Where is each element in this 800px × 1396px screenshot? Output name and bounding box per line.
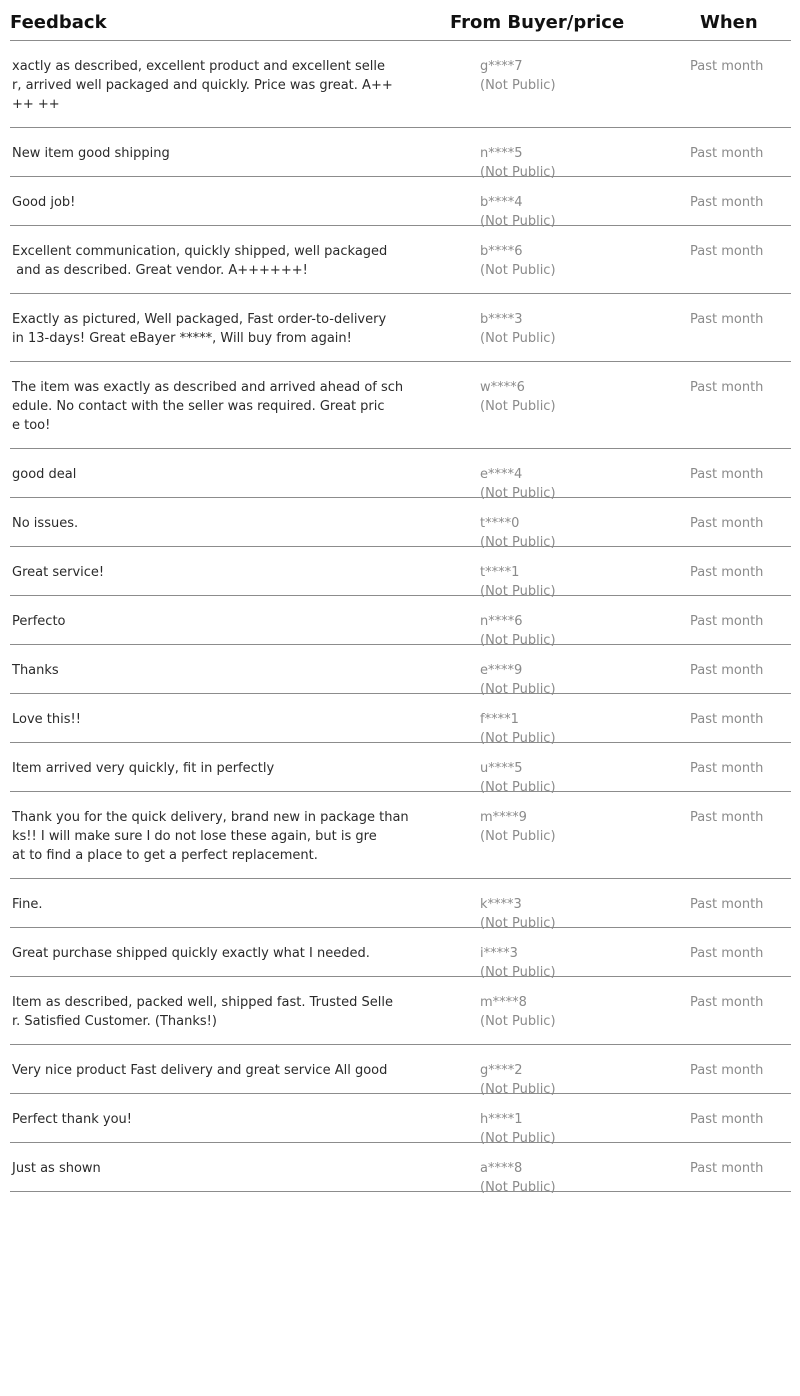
feedback-row bbox=[10, 596, 791, 648]
feedback-row bbox=[10, 928, 791, 980]
feedback-row bbox=[10, 1045, 791, 1097]
feedback-comment: Exactly as pictured, Well packaged, Fast order-to-delivery in 13-days! Great eBayer *****, Will buy from again! bbox=[12, 312, 387, 346]
price-not-public: (Not Public) bbox=[480, 1014, 556, 1029]
feedback-row bbox=[10, 645, 791, 697]
feedback-comment: The item was exactly as described and arrived ahead of sch edule. No contact with the seller was required. Great pric e too! bbox=[12, 380, 404, 433]
feedback-comment: New item good shipping bbox=[12, 146, 170, 161]
buyer-id: i****3 bbox=[480, 946, 518, 961]
price-not-public: (Not Public) bbox=[480, 1180, 556, 1195]
buyer-id: g****2 bbox=[480, 1063, 523, 1078]
feedback-row bbox=[10, 294, 791, 362]
feedback-comment: Perfecto bbox=[12, 614, 66, 629]
feedback-comment: Thanks bbox=[12, 663, 59, 678]
feedback-row bbox=[10, 547, 791, 599]
feedback-comment: Fine. bbox=[12, 897, 43, 912]
price-not-public: (Not Public) bbox=[480, 214, 556, 229]
feedback-when: Past month bbox=[690, 516, 764, 531]
feedback-when: Past month bbox=[690, 244, 764, 259]
feedback-when: Past month bbox=[690, 1161, 764, 1176]
buyer-id: m****8 bbox=[480, 995, 527, 1010]
price-not-public: (Not Public) bbox=[480, 535, 556, 550]
feedback-comment: Excellent communication, quickly shipped, well packaged and as described. Great vendor. A++++++! bbox=[12, 244, 388, 278]
feedback-comment: Love this!! bbox=[12, 712, 81, 727]
feedback-row bbox=[10, 226, 791, 294]
buyer-id: f****1 bbox=[480, 712, 519, 727]
price-not-public: (Not Public) bbox=[480, 731, 556, 746]
feedback-when: Past month bbox=[690, 195, 764, 210]
feedback-when: Past month bbox=[690, 614, 764, 629]
feedback-row bbox=[10, 1143, 791, 1195]
buyer-id: e****4 bbox=[480, 467, 523, 482]
buyer-id: t****0 bbox=[480, 516, 520, 531]
buyer-id: e****9 bbox=[480, 663, 523, 678]
feedback-comment: good deal bbox=[12, 467, 77, 482]
feedback-row bbox=[10, 177, 791, 229]
feedback-when: Past month bbox=[690, 1112, 764, 1127]
feedback-comment: Item as described, packed well, shipped fast. Trusted Selle r. Satisfied Customer. (Thanks!) bbox=[12, 995, 393, 1029]
buyer-id: k****3 bbox=[480, 897, 522, 912]
feedback-row bbox=[10, 879, 791, 931]
feedback-when: Past month bbox=[690, 467, 764, 482]
price-not-public: (Not Public) bbox=[480, 965, 556, 980]
feedback-when: Past month bbox=[690, 146, 764, 161]
feedback-comment: Great service! bbox=[12, 565, 105, 580]
price-not-public: (Not Public) bbox=[480, 1082, 556, 1097]
feedback-when: Past month bbox=[690, 380, 764, 395]
table-header bbox=[10, 0, 791, 41]
buyer-id: b****3 bbox=[480, 312, 523, 327]
price-not-public: (Not Public) bbox=[480, 633, 556, 648]
price-not-public: (Not Public) bbox=[480, 263, 556, 278]
feedback-row bbox=[10, 41, 791, 128]
buyer-id: a****8 bbox=[480, 1161, 523, 1176]
buyer-id: n****5 bbox=[480, 146, 523, 161]
feedback-when: Past month bbox=[690, 810, 764, 825]
feedback-comment: Great purchase shipped quickly exactly what I needed. bbox=[12, 946, 370, 961]
price-not-public: (Not Public) bbox=[480, 829, 556, 844]
header-when: When bbox=[700, 12, 758, 33]
buyer-cell bbox=[480, 57, 556, 95]
feedback-comment: Just as shown bbox=[12, 1161, 101, 1176]
buyer-id: b****6 bbox=[480, 244, 523, 259]
buyer-cell bbox=[480, 310, 556, 348]
buyer-id: h****1 bbox=[480, 1112, 523, 1127]
buyer-id: m****9 bbox=[480, 810, 527, 825]
feedback-row bbox=[10, 977, 791, 1045]
buyer-cell bbox=[480, 993, 556, 1031]
header-feedback: Feedback bbox=[10, 12, 107, 33]
feedback-comment: xactly as described, excellent product and excellent selle r, arrived well packaged and quickly. Price was great. A++ ++ ++ bbox=[12, 59, 393, 112]
feedback-comment: Good job! bbox=[12, 195, 76, 210]
feedback-when: Past month bbox=[690, 312, 764, 327]
feedback-row bbox=[10, 449, 791, 501]
buyer-id: g****7 bbox=[480, 59, 523, 74]
buyer-id: n****6 bbox=[480, 614, 523, 629]
feedback-comment: Perfect thank you! bbox=[12, 1112, 132, 1127]
feedback-comment: Very nice product Fast delivery and great service All good bbox=[12, 1063, 388, 1078]
buyer-cell bbox=[480, 808, 556, 846]
buyer-id: u****5 bbox=[480, 761, 523, 776]
feedback-row bbox=[10, 498, 791, 550]
feedback-comment: No issues. bbox=[12, 516, 79, 531]
feedback-comment: Item arrived very quickly, fit in perfectly bbox=[12, 761, 275, 776]
feedback-when: Past month bbox=[690, 897, 764, 912]
price-not-public: (Not Public) bbox=[480, 780, 556, 795]
feedback-row bbox=[10, 792, 791, 879]
feedback-row bbox=[10, 128, 791, 180]
buyer-cell bbox=[480, 1159, 556, 1197]
feedback-row bbox=[10, 362, 791, 449]
feedback-when: Past month bbox=[690, 1063, 764, 1078]
buyer-id: b****4 bbox=[480, 195, 523, 210]
feedback-comment: Thank you for the quick delivery, brand new in package than ks!! I will make sure I do not lose these again, but is gre at to find a place to get a perfect replacement. bbox=[12, 810, 409, 863]
price-not-public: (Not Public) bbox=[480, 584, 556, 599]
buyer-cell bbox=[480, 242, 556, 280]
feedback-when: Past month bbox=[690, 995, 764, 1010]
price-not-public: (Not Public) bbox=[480, 399, 556, 414]
buyer-id: w****6 bbox=[480, 380, 525, 395]
price-not-public: (Not Public) bbox=[480, 165, 556, 180]
feedback-when: Past month bbox=[690, 565, 764, 580]
feedback-when: Past month bbox=[690, 663, 764, 678]
feedback-when: Past month bbox=[690, 761, 764, 776]
buyer-cell bbox=[480, 378, 556, 416]
feedback-row bbox=[10, 694, 791, 746]
feedback-rows bbox=[10, 41, 791, 1195]
feedback-when: Past month bbox=[690, 712, 764, 727]
price-not-public: (Not Public) bbox=[480, 486, 556, 501]
feedback-row bbox=[10, 743, 791, 795]
header-from-buyer-price: From Buyer/price bbox=[450, 12, 625, 33]
price-not-public: (Not Public) bbox=[480, 1131, 556, 1146]
price-not-public: (Not Public) bbox=[480, 916, 556, 931]
buyer-id: t****1 bbox=[480, 565, 520, 580]
price-not-public: (Not Public) bbox=[480, 331, 556, 346]
price-not-public: (Not Public) bbox=[480, 78, 556, 93]
feedback-table bbox=[10, 0, 791, 1195]
price-not-public: (Not Public) bbox=[480, 682, 556, 697]
feedback-row bbox=[10, 1094, 791, 1146]
feedback-when: Past month bbox=[690, 946, 764, 961]
feedback-when: Past month bbox=[690, 59, 764, 74]
